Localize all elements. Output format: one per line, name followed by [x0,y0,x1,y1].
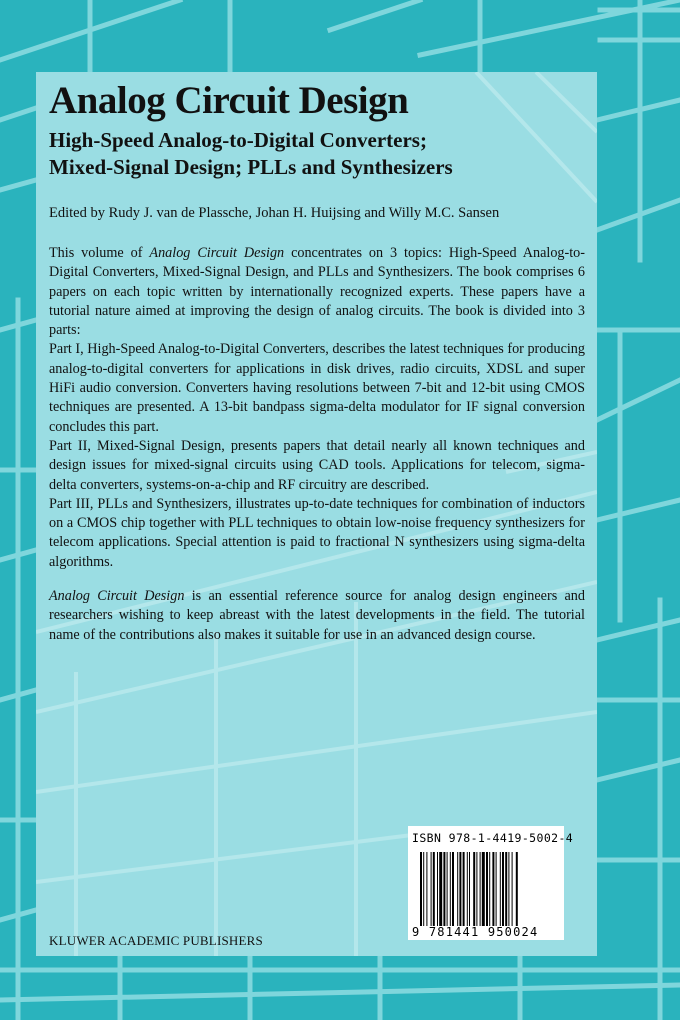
book-title: Analog Circuit Design [49,79,409,122]
editors-line: Edited by Rudy J. van de Plassche, Johan H. Huijsing and Willy M.C. Sansen [49,205,500,221]
isbn-barcode [408,826,574,940]
description-part-3: Part III, PLLs and Synthesizers, illustrates up-to-date techniques for combination of inductors on a CMOS chip together with PLL techniques to obtain low-noise frequency synthesizers for telecom applications. Special attention is paid to fractional N synthesizers using sigma-delta algorithms. [49,495,585,570]
intro-italic-title: Analog Circuit Design [149,245,285,261]
barcode-bars [420,852,560,926]
subtitle-line-1: High-Speed Analog-to-Digital Converters; [49,128,427,152]
intro-text-b: concentrates on 3 topics: High-Speed Analog-to-Digital Converters, Mixed-Signal Design, and PLLs and Synthesizers. The book comprises 6 papers on each topic written by internationally recognized experts. These papers have a tutorial nature aimed at improving the design of analog circuits. The book is divided into 3 parts: [49,245,585,339]
barcode-number: 9 781441 950024 [412,925,539,939]
closing-text: is an essential reference source for analog design engineers and researchers wishing to keep abreast with the latest developments in the field. The tutorial name of the contributions also makes it suitable for use in an advanced design course. [49,588,585,643]
closing-italic-title: Analog Circuit Design [49,588,185,605]
description-intro [49,244,585,340]
isbn-label: ISBN 978-1-4419-5002-4 [412,831,574,845]
book-subtitle [49,127,453,181]
book-description [49,244,585,645]
description-part-1: Part I, High-Speed Analog-to-Digital Converters, describes the latest techniques for producing analog-to-digital converters for applications in disk drives, radio circuits, XDSL and super HiFi audio conversion. Converters having resolutions between 7-bit and 12-bit using CMOS techniques are presented. A 13-bit bandpass sigma-delta modulator for IF signal conversion concludes this part. [49,341,585,435]
description-part-2: Part II, Mixed-Signal Design, presents papers that detail nearly all known techniques and design issues for mixed-signal circuits using CAD tools. Applications for telecom, sigma-delta converters, systems-on-a-chip and RF circuitry are described. [49,437,585,493]
subtitle-line-2: Mixed-Signal Design; PLLs and Synthesizers [49,155,453,179]
publisher-name: KLUWER ACADEMIC PUBLISHERS [49,933,263,948]
intro-text-a: This volume of [49,245,150,261]
description-closing [49,587,585,645]
